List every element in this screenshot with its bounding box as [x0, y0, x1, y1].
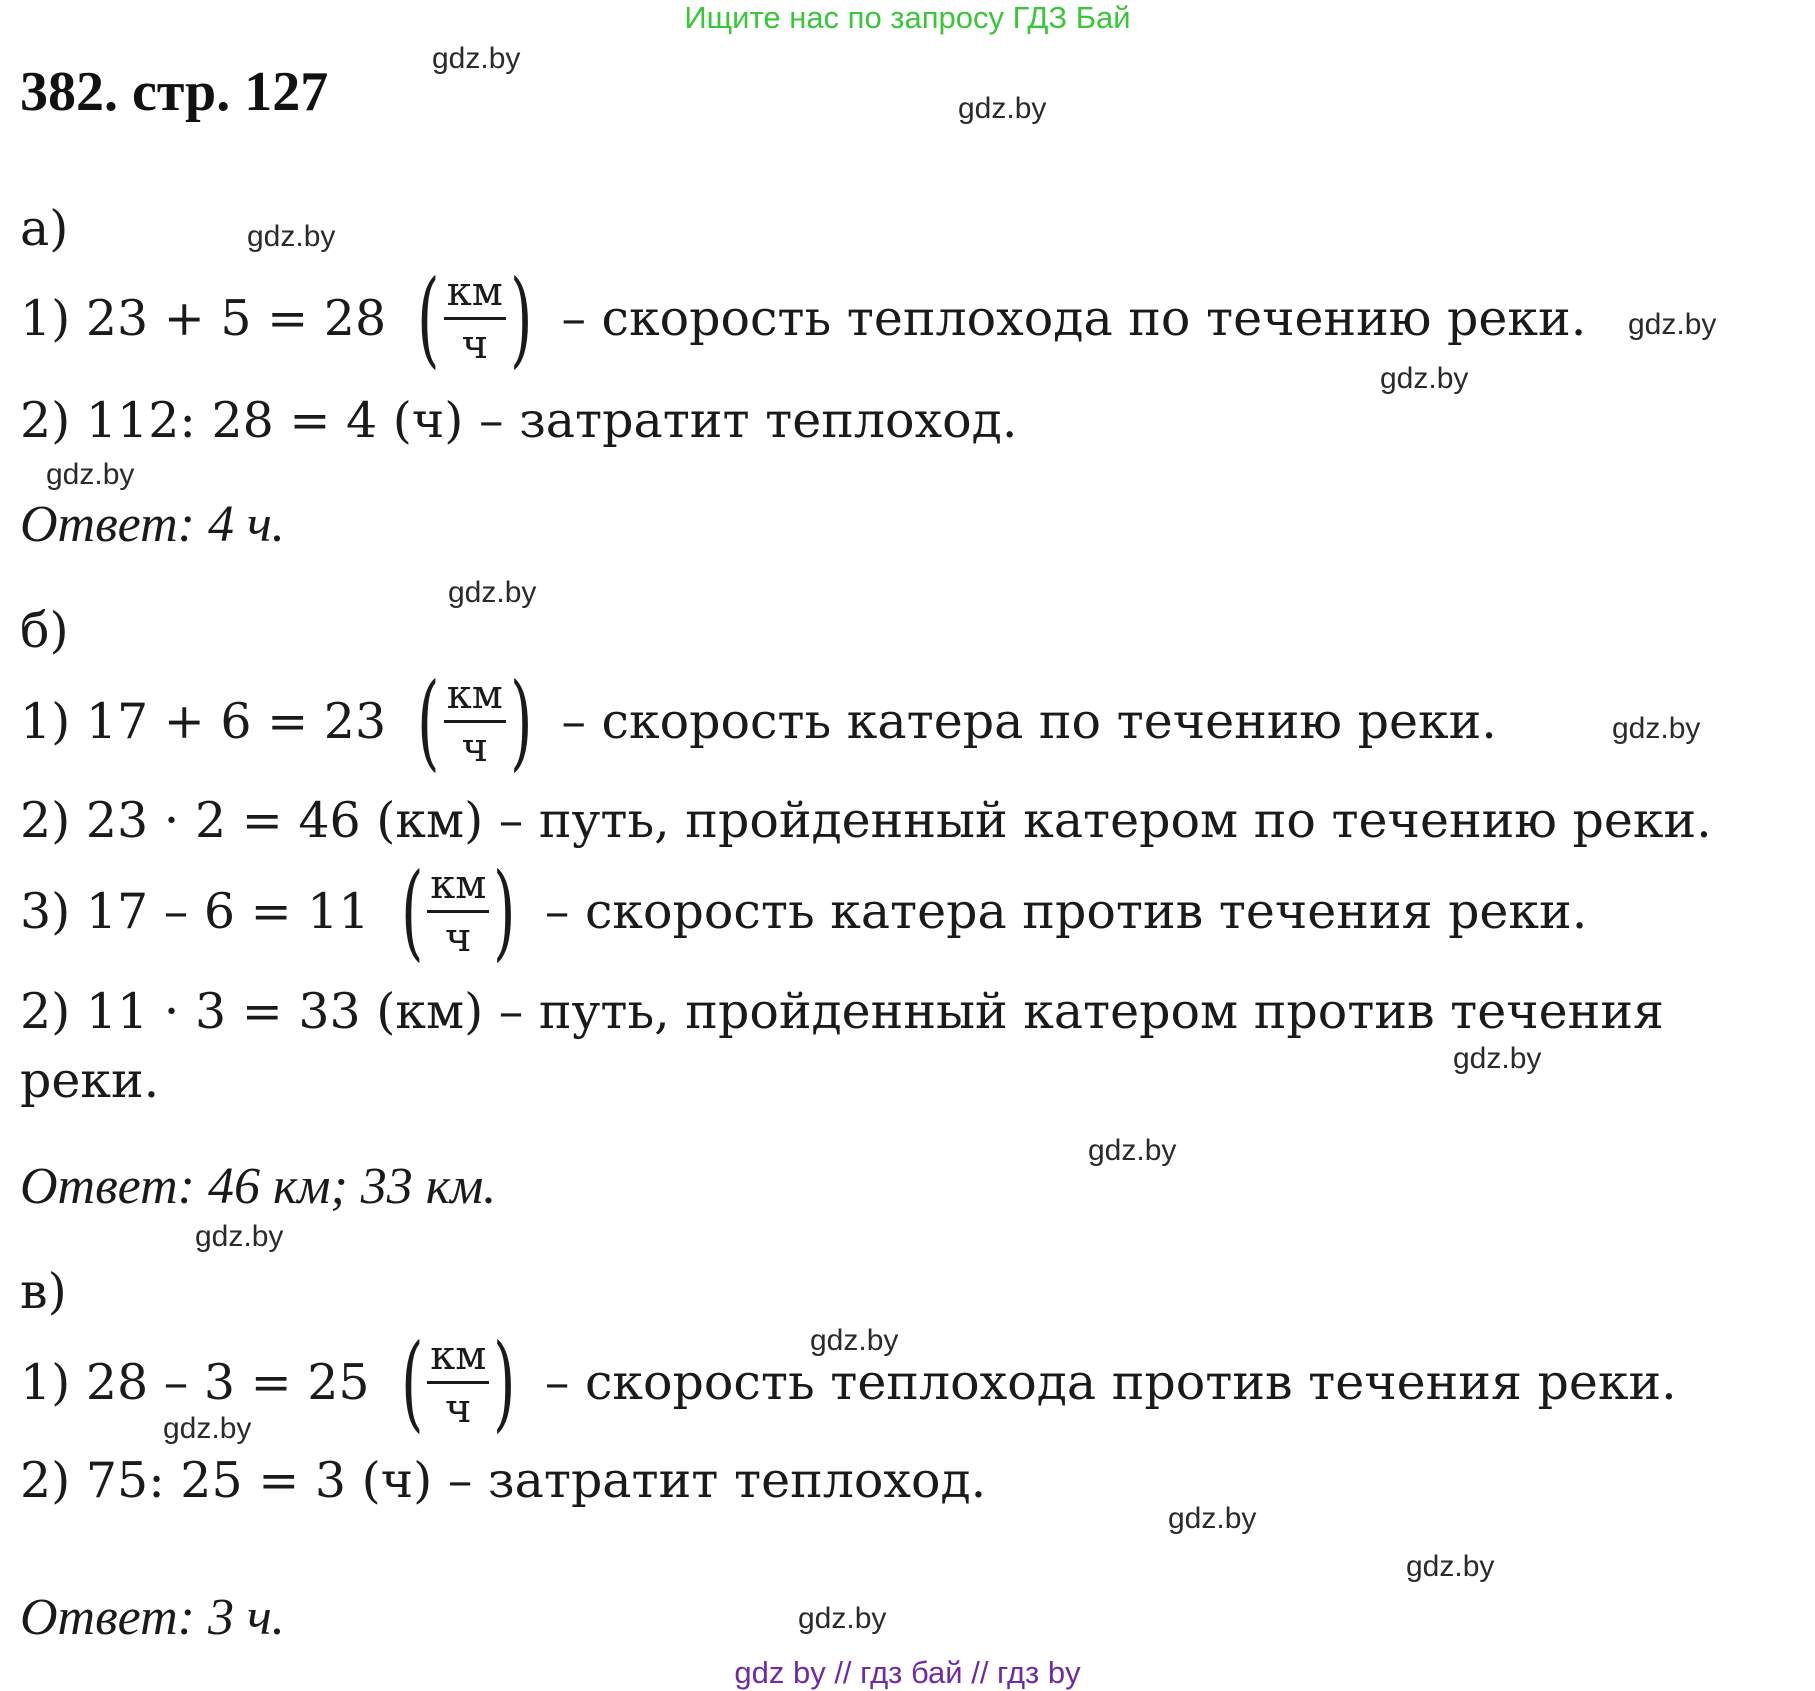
expression: 1) 17 + 6 = 23 [20, 692, 387, 750]
unit-fraction: ( км ч ) [417, 660, 533, 782]
section-b-line-3 [20, 850, 1588, 972]
section-c-answer: Ответ: 3 ч. [20, 1589, 285, 1646]
section-a-line-2: 2) 112: 28 = 4 (ч) – затратит теплоход. [20, 391, 1018, 449]
watermark: gdz.by [195, 1220, 284, 1253]
section-b-answer: Ответ: 46 км; 33 км. [20, 1158, 497, 1215]
section-b-line-4: 2) 11 · 3 = 33 (км) – путь, пройденный катером против течения [20, 982, 1664, 1040]
watermark: gdz.by [1088, 1134, 1177, 1167]
section-b-label: б) [20, 602, 69, 659]
unit-fraction: ( км ч ) [417, 257, 533, 379]
watermark: gdz.by [1453, 1042, 1542, 1075]
search-banner: Ищите нас по запросу ГДЗ Бай [684, 0, 1131, 35]
watermark: gdz.by [1380, 362, 1469, 395]
description: – скорость теплохода по течению реки. [561, 289, 1587, 347]
section-c-line-2: 2) 75: 25 = 3 (ч) – затратит теплоход. [20, 1451, 987, 1509]
watermark: gdz.by [1406, 1550, 1495, 1583]
section-b-line-4-cont: реки. [20, 1051, 160, 1109]
watermark: gdz.by [163, 1412, 252, 1445]
footer-links: gdz by // гдз бай // гдз by [734, 1655, 1081, 1690]
section-b-line-1 [20, 660, 1497, 782]
unit-fraction: ( км ч ) [400, 850, 516, 972]
fraction-denominator: ч [461, 724, 489, 771]
watermark: gdz.by [958, 92, 1047, 125]
description: – скорость теплохода против течения реки. [544, 1353, 1677, 1411]
fraction-denominator: ч [445, 914, 472, 961]
watermark: gdz.by [810, 1324, 899, 1357]
watermark: gdz.by [798, 1602, 887, 1635]
section-b-line-2: 2) 23 · 2 = 46 (км) – путь, пройденный катером по течению реки. [20, 791, 1712, 849]
fraction-numerator: км [430, 1332, 487, 1379]
section-a-answer: Ответ: 4 ч. [20, 496, 285, 553]
watermark: gdz.by [448, 576, 537, 609]
fraction-numerator: км [446, 671, 503, 718]
fraction-denominator: ч [445, 1385, 472, 1432]
fraction-numerator: км [430, 861, 487, 908]
watermark: gdz.by [1168, 1502, 1257, 1535]
watermark: gdz.by [1612, 712, 1701, 745]
expression: 3) 17 – 6 = 11 [20, 882, 370, 940]
description: – скорость катера против течения реки. [544, 882, 1588, 940]
watermark: gdz.by [432, 42, 521, 75]
fraction-numerator: км [446, 268, 503, 315]
expression: 1) 28 – 3 = 25 [20, 1353, 370, 1411]
watermark: gdz.by [46, 458, 135, 491]
watermark: gdz.by [247, 220, 336, 253]
unit-fraction: ( км ч ) [400, 1321, 516, 1443]
page-title: 382. стр. 127 [20, 61, 329, 123]
description: – скорость катера по течению реки. [561, 692, 1497, 750]
section-a-label: а) [20, 200, 69, 257]
fraction-denominator: ч [461, 321, 489, 368]
section-c-label: в) [20, 1263, 67, 1320]
expression: 1) 23 + 5 = 28 [20, 289, 387, 347]
watermark: gdz.by [1628, 308, 1717, 341]
